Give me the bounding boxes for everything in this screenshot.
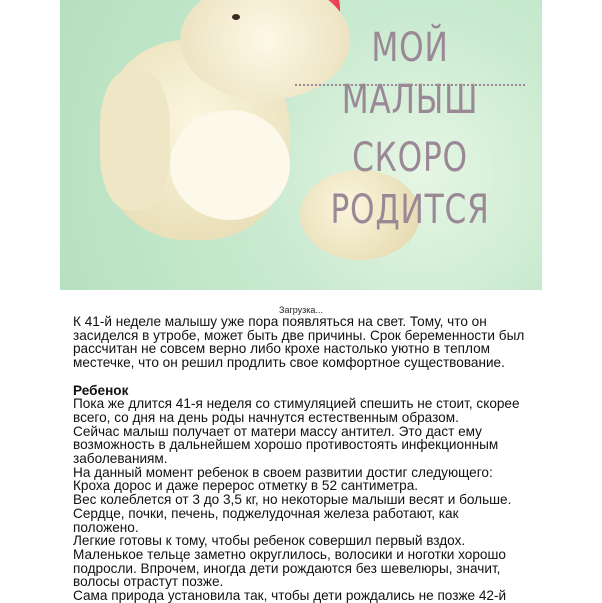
hero-title bbox=[313, 22, 508, 236]
section-line: подросли. Впрочем, иногда дети рождаются без шевелюры, значит, bbox=[73, 560, 501, 576]
teddy-bear-graphic bbox=[100, 40, 290, 240]
section-line: Сейчас малыш получает от матери массу антител. Это даст ему bbox=[73, 423, 482, 439]
intro-line: рассчитан не совсем верно либо крохе настолько уютно в теплом bbox=[73, 341, 491, 357]
hero-title-line1: МОЙ МАЛЫШ bbox=[341, 25, 479, 123]
section-line: Сама природа установила так, чтобы дети рождались не позже 42-й bbox=[73, 588, 507, 603]
section-line: Маленькое тельце заметно округлилось, волосики и ноготки хорошо bbox=[73, 546, 506, 562]
section-line: Пока же длится 41-я неделя со стимуляцией спешить не стоит, скорее bbox=[73, 396, 520, 412]
section-line: Кроха дорос и даже перерос отметку в 52 сантиметра. bbox=[73, 478, 419, 494]
section-line: всего, со дня на день роды начнутся естественным образом. bbox=[73, 409, 459, 425]
bear-nose bbox=[232, 14, 240, 20]
section-line: положено. bbox=[73, 519, 139, 535]
section-text bbox=[73, 397, 543, 603]
article-body bbox=[73, 315, 543, 603]
intro-line: К 41-й неделе малышу уже пора появляться на свет. Тому, что он bbox=[73, 314, 487, 329]
section-heading: Ребенок bbox=[73, 382, 129, 398]
section-line: Вес колеблется от 3 до 3,5 кг, но некоторые малыши весят и больше. bbox=[73, 492, 512, 508]
hero-image bbox=[60, 0, 542, 290]
section-line: Легкие готовы к тому, чтобы ребенок совершил первый вздох. bbox=[73, 533, 466, 549]
section-line: возможность в дальнейшем хорошо противостоять инфекционным bbox=[73, 437, 499, 453]
intro-line: засиделся в утробе, может быть две причины. Срок беременности был bbox=[73, 327, 525, 343]
section-line: На данный момент ребенок в своем развитии достиг следующего: bbox=[73, 464, 493, 480]
loading-indicator: Загрузка... bbox=[279, 305, 323, 315]
dotted-divider bbox=[295, 84, 525, 86]
section-line: Сердце, почки, печень, поджелудочная железа работают, как bbox=[73, 505, 459, 521]
hero-title-line2: СКОРО РОДИТСЯ bbox=[330, 135, 490, 233]
section-line: заболеваниям. bbox=[73, 451, 168, 467]
intro-line: местечке, что он решил продлить свое комфортное существование. bbox=[73, 355, 505, 371]
section-line: волосы отрастут позже. bbox=[73, 574, 224, 590]
